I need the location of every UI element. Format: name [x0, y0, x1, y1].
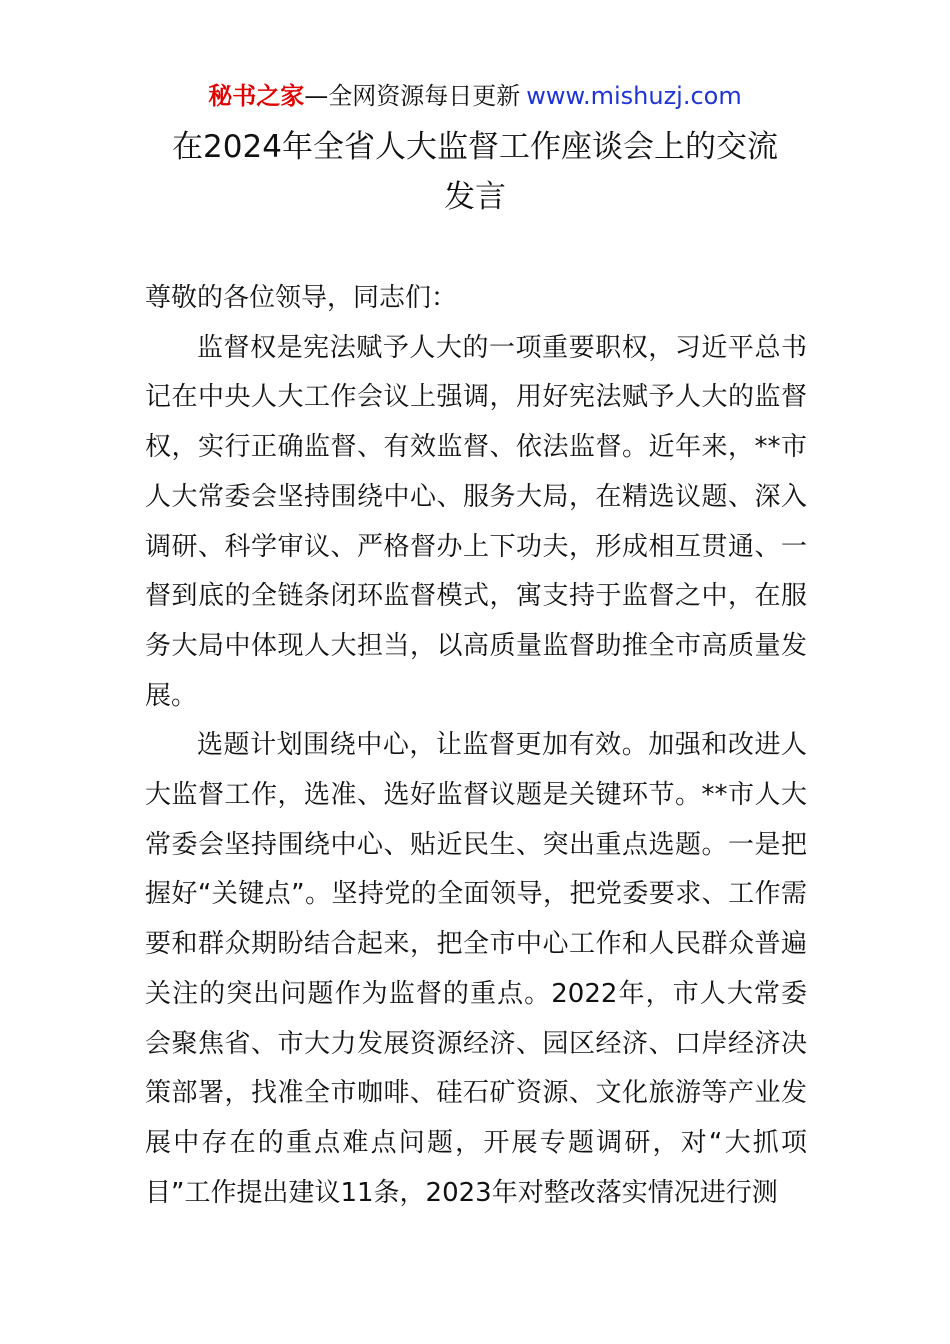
- salutation: 尊敬的各位领导，同志们：: [145, 283, 458, 313]
- title-line-2: 发言: [444, 179, 506, 215]
- body-paragraph-1: 监督权是宪法赋予人大的一项重要职权，习近平总书记在中央人大工作会议上强调，用好宪法赋予人大的监督权，实行正确监督、有效监督、依法监督。近年来，**市人大常委会坚持围绕中心、服务大局，在精选议题、深入调研、科学审议、严格督办上下功夫，形成相互贯通、一督到底的全链条闭环监督模式，寓支持于监督之中，在服务大局中体现人大担当，以高质量监督助推全市高质量发展。: [145, 332, 807, 711]
- header-tagline: —全网资源每日更新: [304, 82, 521, 110]
- site-header: [0, 78, 950, 114]
- document-title: [120, 122, 830, 222]
- document-body: [145, 274, 807, 1218]
- brand-name: 秘书之家: [208, 82, 305, 110]
- site-url-link[interactable]: www.mishuzj.com: [526, 82, 742, 110]
- title-line-1: 在2024年全省人大监督工作座谈会上的交流: [172, 129, 778, 165]
- body-paragraph-2: 选题计划围绕中心，让监督更加有效。加强和改进人大监督工作，选准、选好监督议题是关键环节。**市人大常委会坚持围绕中心、贴近民生、突出重点选题。一是把握好“关键点”。坚持党的全面领导，把党委要求、工作需要和群众期盼结合起来，把全市中心工作和人民群众普遍关注的突出问题作为监督的重点。2022年，市人大常委会聚焦省、市大力发展资源经济、园区经济、口岸经济决策部署，找准全市咖啡、硅石矿资源、文化旅游等产业发展中存在的重点难点问题，开展专题调研，对“大抓项目”工作提出建议11条，2023年对整改落实情况进行测: [145, 730, 807, 1208]
